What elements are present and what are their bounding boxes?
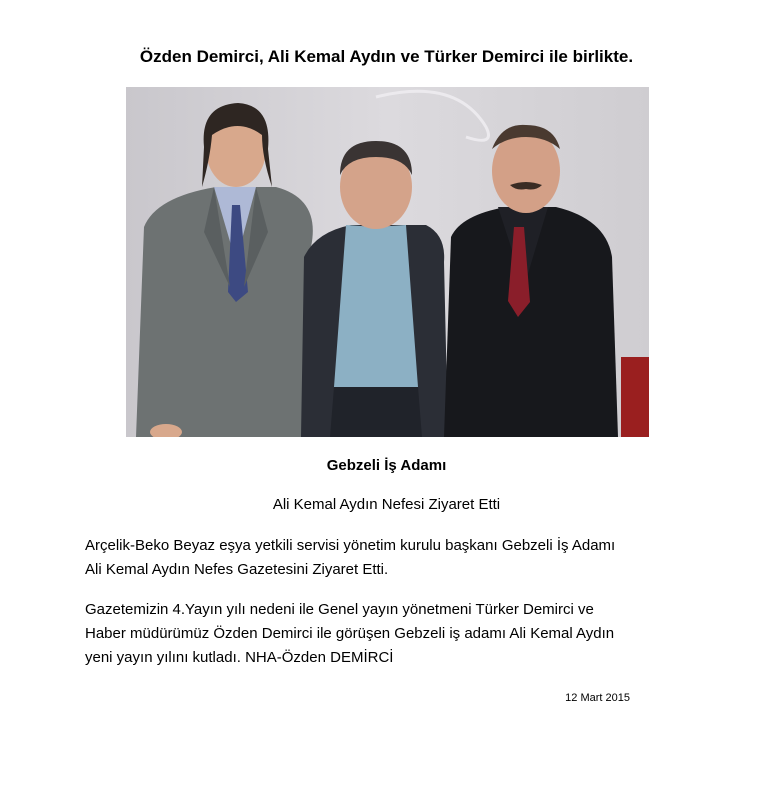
article-paragraph-2 <box>85 598 725 670</box>
article-subheading: Gebzeli İş Adamı <box>326 457 447 474</box>
paragraph-1-line-1: Arçelik-Beko Beyaz eşya yetkili servisi yönetim kurulu başkanı Gebzeli İş Adamı <box>85 537 616 554</box>
group-photo <box>126 87 649 437</box>
article-date: 12 Mart 2015 <box>565 692 630 704</box>
article-title: Özden Demirci, Ali Kemal Aydın ve Türker Demirci ile birlikte. <box>139 47 634 66</box>
paragraph-1-line-2: Ali Kemal Aydın Nefes Gazetesini Ziyaret Etti. <box>85 561 389 578</box>
article-headline: Ali Kemal Aydın Nefesi Ziyaret Etti <box>272 496 501 513</box>
paragraph-2-line-1: Gazetemizin 4.Yayın yılı nedeni ile Genel yayın yönetmeni Türker Demirci ve <box>85 601 594 618</box>
paragraph-2-line-3: yeni yayın yılını kutladı. NHA-Özden DEMİRCİ <box>85 649 394 666</box>
article-paragraph-1 <box>85 534 725 582</box>
paragraph-2-line-2: Haber müdürümüz Özden Demirci ile görüşen Gebzeli iş adamı Ali Kemal Aydın <box>85 625 615 642</box>
